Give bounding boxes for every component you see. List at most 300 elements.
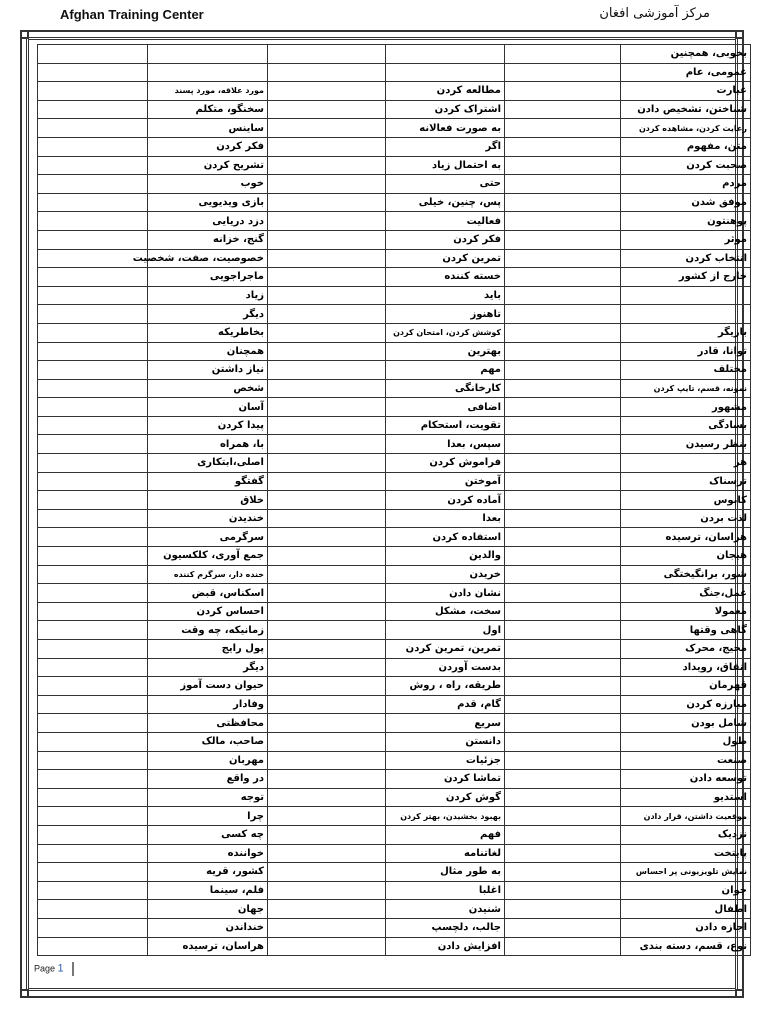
- table-cell: دیگر: [148, 305, 268, 324]
- table-cell: [268, 435, 386, 454]
- table-cell: [505, 156, 621, 175]
- table-cell: [268, 844, 386, 863]
- table-cell: بازی ویدیویی: [148, 193, 268, 212]
- table-cell: [268, 825, 386, 844]
- table-row: [38, 751, 751, 770]
- table-cell: [268, 342, 386, 361]
- table-cell: [38, 565, 148, 584]
- table-cell: قهرمان: [621, 677, 751, 696]
- table-cell: [505, 398, 621, 417]
- table-cell: بخوبی، همچنین: [621, 45, 751, 64]
- table-row: [38, 45, 751, 64]
- table-row: [38, 900, 751, 919]
- table-row: [38, 788, 751, 807]
- table-cell: توجه: [148, 788, 268, 807]
- table-cell: فهم: [386, 825, 505, 844]
- table-cell: [268, 491, 386, 510]
- table-cell: هیجان: [621, 547, 751, 566]
- table-cell: [386, 63, 505, 82]
- table-cell: نمایش تلویزیونی پر احساس: [621, 863, 751, 882]
- table-cell: [38, 640, 148, 659]
- table-cell: اضافی: [386, 398, 505, 417]
- table-cell: فراموش کردن: [386, 454, 505, 473]
- table-row: [38, 379, 751, 398]
- table-cell: [268, 230, 386, 249]
- table-cell: [505, 770, 621, 789]
- table-cell: بازیگر: [621, 323, 751, 342]
- table-cell: [505, 714, 621, 733]
- table-cell: بخاطریکه: [148, 323, 268, 342]
- table-cell: فکر کردن: [148, 137, 268, 156]
- table-cell: اول: [386, 621, 505, 640]
- table-cell: اتفاق، رویداد: [621, 658, 751, 677]
- table-row: [38, 584, 751, 603]
- table-cell: [505, 881, 621, 900]
- table-cell: [268, 398, 386, 417]
- table-row: [38, 416, 751, 435]
- table-cell: [268, 137, 386, 156]
- table-cell: بدست آوردن: [386, 658, 505, 677]
- table-cell: سرگرمی: [148, 528, 268, 547]
- table-cell: [38, 119, 148, 138]
- table-cell: [38, 677, 148, 696]
- table-cell: [268, 193, 386, 212]
- table-cell: لغاتنامه: [386, 844, 505, 863]
- table-cell: [38, 156, 148, 175]
- table-cell: طریقه، راه ، روش: [386, 677, 505, 696]
- table-cell: موفق شدن: [621, 193, 751, 212]
- table-cell: مشهور: [621, 398, 751, 417]
- table-cell: [38, 509, 148, 528]
- table-cell: [38, 863, 148, 882]
- table-cell: [505, 547, 621, 566]
- page-label: Page: [34, 963, 56, 974]
- table-row: [38, 881, 751, 900]
- table-cell: [268, 323, 386, 342]
- table-cell: [38, 379, 148, 398]
- table-cell: [148, 45, 268, 64]
- table-cell: شناختن، تشخیص دادن: [621, 100, 751, 119]
- table-row: [38, 175, 751, 194]
- table-cell: چرا: [148, 807, 268, 826]
- table-cell: افزایش دادن: [386, 937, 505, 956]
- table-cell: آماده کردن: [386, 491, 505, 510]
- table-cell: به احتمال زیاد: [386, 156, 505, 175]
- table-cell: خارج از کشور: [621, 268, 751, 287]
- table-row: [38, 677, 751, 696]
- border-corner: [735, 30, 744, 39]
- table-cell: هراسان، ترسیده: [148, 937, 268, 956]
- table-cell: [148, 63, 268, 82]
- table-row: [38, 472, 751, 491]
- table-cell: احساس کردن: [148, 602, 268, 621]
- table-cell: [268, 695, 386, 714]
- table-cell: کارخانگی: [386, 379, 505, 398]
- table-cell: [505, 435, 621, 454]
- table-row: [38, 621, 751, 640]
- table-cell: تمرین، تمرین کردن: [386, 640, 505, 659]
- table-row: [38, 714, 751, 733]
- table-cell: شامل بودن: [621, 714, 751, 733]
- table-cell: [268, 565, 386, 584]
- table-row: [38, 547, 751, 566]
- table-row: [38, 286, 751, 305]
- page-footer: [34, 962, 74, 976]
- table-cell: [268, 45, 386, 64]
- border-corner: [20, 30, 29, 39]
- table-cell: لذت بردن: [621, 509, 751, 528]
- table-row: [38, 435, 751, 454]
- table-cell: نوع، قسم، دسته بندی: [621, 937, 751, 956]
- table-cell: مبارزه کردن: [621, 695, 751, 714]
- table-cell: مهم: [386, 361, 505, 380]
- table-cell: بعدا: [386, 509, 505, 528]
- table-row: [38, 807, 751, 826]
- table-cell: [38, 435, 148, 454]
- table-cell: جالب، دلچسپ: [386, 918, 505, 937]
- table-cell: [505, 472, 621, 491]
- table-row: [38, 565, 751, 584]
- table-row: [38, 602, 751, 621]
- table-cell: سخت، مشکل: [386, 602, 505, 621]
- table-cell: گام، قدم: [386, 695, 505, 714]
- table-cell: [38, 286, 148, 305]
- table-row: [38, 361, 751, 380]
- table-cell: [38, 82, 148, 101]
- table-row: [38, 863, 751, 882]
- table-cell: [38, 732, 148, 751]
- table-cell: [268, 286, 386, 305]
- table-cell: ترسناک: [621, 472, 751, 491]
- table-cell: به صورت فعالانه: [386, 119, 505, 138]
- table-cell: سپس، بعدا: [386, 435, 505, 454]
- table-cell: گفتگو: [148, 472, 268, 491]
- table-cell: عمل،جنگ: [621, 584, 751, 603]
- table-cell: [268, 863, 386, 882]
- table-cell: تقویت، استحکام: [386, 416, 505, 435]
- table-cell: انتخاب کردن: [621, 249, 751, 268]
- table-row: [38, 658, 751, 677]
- table-cell: [505, 695, 621, 714]
- table-cell: بهبود بخشیدن، بهتر کردن: [386, 807, 505, 826]
- table-cell: [505, 788, 621, 807]
- header-right-title: مرکز آموزشی افغان: [599, 6, 710, 21]
- table-cell: [38, 491, 148, 510]
- table-cell: [505, 175, 621, 194]
- table-cell: [505, 677, 621, 696]
- table-row: [38, 825, 751, 844]
- table-cell: [505, 416, 621, 435]
- table-cell: جمع آوری، کلکسیون: [148, 547, 268, 566]
- table-cell: [505, 640, 621, 659]
- table-cell: توانا، قادر: [621, 342, 751, 361]
- table-cell: [268, 640, 386, 659]
- table-cell: فکر کردن: [386, 230, 505, 249]
- table-cell: خوب: [148, 175, 268, 194]
- table-cell: [38, 714, 148, 733]
- table-row: [38, 398, 751, 417]
- table-cell: اطفال: [621, 900, 751, 919]
- table-cell: نزدیک: [621, 825, 751, 844]
- table-cell: رعایت کردن، مشاهده کردن: [621, 119, 751, 138]
- table-cell: [268, 621, 386, 640]
- table-cell: استدیو: [621, 788, 751, 807]
- table-cell: [268, 937, 386, 956]
- table-cell: [505, 454, 621, 473]
- table-cell: [38, 900, 148, 919]
- table-cell: [505, 63, 621, 82]
- table-cell: [505, 565, 621, 584]
- table-cell: پیدا کردن: [148, 416, 268, 435]
- table-cell: [505, 528, 621, 547]
- table-cell: [38, 881, 148, 900]
- table-row: [38, 640, 751, 659]
- table-cell: وفادار: [148, 695, 268, 714]
- table-cell: [268, 881, 386, 900]
- table-cell: گاهی وقتها: [621, 621, 751, 640]
- table-cell: [505, 863, 621, 882]
- vocabulary-table: [37, 44, 751, 956]
- table-cell: [505, 658, 621, 677]
- table-cell: [38, 937, 148, 956]
- table-cell: [38, 472, 148, 491]
- table-cell: همچنان: [148, 342, 268, 361]
- table-row: [38, 323, 751, 342]
- table-cell: اگر: [386, 137, 505, 156]
- table-cell: شنیدن: [386, 900, 505, 919]
- table-cell: [268, 714, 386, 733]
- table-cell: در واقع: [148, 770, 268, 789]
- table-cell: [268, 361, 386, 380]
- table-row: [38, 454, 751, 473]
- table-cell: [505, 621, 621, 640]
- table-cell: [38, 825, 148, 844]
- table-row: [38, 230, 751, 249]
- table-cell: سخنگو، متکلم: [148, 100, 268, 119]
- table-cell: [268, 156, 386, 175]
- table-cell: [268, 509, 386, 528]
- table-cell: [505, 212, 621, 231]
- table-cell: [268, 547, 386, 566]
- table-cell: جهان: [148, 900, 268, 919]
- table-cell: [38, 528, 148, 547]
- table-cell: جوان: [621, 881, 751, 900]
- table-cell: [38, 361, 148, 380]
- table-cell: هراسان، ترسیده: [621, 528, 751, 547]
- table-cell: موثر: [621, 230, 751, 249]
- table-cell: گوش کردن: [386, 788, 505, 807]
- table-cell: زیاد: [148, 286, 268, 305]
- table-cell: [505, 100, 621, 119]
- table-cell: والدین: [386, 547, 505, 566]
- table-row: [38, 100, 751, 119]
- table-cell: [38, 602, 148, 621]
- table-cell: گنج، خزانه: [148, 230, 268, 249]
- page-number: 1: [57, 962, 64, 975]
- table-cell: [268, 770, 386, 789]
- vocabulary-table-body: [38, 45, 751, 956]
- table-cell: باید: [386, 286, 505, 305]
- table-cell: زمانیکه، چه وقت: [148, 621, 268, 640]
- table-row: [38, 249, 751, 268]
- table-cell: [38, 416, 148, 435]
- table-cell: به طور مثال: [386, 863, 505, 882]
- table-row: [38, 844, 751, 863]
- table-row: [38, 156, 751, 175]
- table-cell: [268, 900, 386, 919]
- footer-divider: [72, 962, 74, 976]
- table-cell: خلاق: [148, 491, 268, 510]
- table-cell: مردم: [621, 175, 751, 194]
- table-cell: تمرین کردن: [386, 249, 505, 268]
- header-left-title: Afghan Training Center: [60, 7, 204, 22]
- table-cell: [505, 323, 621, 342]
- table-cell: شخص: [148, 379, 268, 398]
- table-cell: [268, 602, 386, 621]
- table-cell: [38, 230, 148, 249]
- table-cell: جزئیات: [386, 751, 505, 770]
- table-cell: توسعه دادن: [621, 770, 751, 789]
- table-cell: ساینس: [148, 119, 268, 138]
- table-cell: آسان: [148, 398, 268, 417]
- table-cell: [38, 100, 148, 119]
- table-cell: [268, 268, 386, 287]
- table-cell: [505, 45, 621, 64]
- table-cell: [505, 193, 621, 212]
- table-cell: [268, 788, 386, 807]
- table-row: [38, 770, 751, 789]
- table-cell: [268, 472, 386, 491]
- table-cell: [38, 193, 148, 212]
- table-cell: [38, 137, 148, 156]
- table-cell: موقعیت داشتن، قرار دادن: [621, 807, 751, 826]
- table-row: [38, 137, 751, 156]
- table-cell: [505, 230, 621, 249]
- table-cell: نشان دادن: [386, 584, 505, 603]
- table-cell: بسادگی: [621, 416, 751, 435]
- table-cell: [505, 900, 621, 919]
- table-row: [38, 119, 751, 138]
- table-cell: [268, 528, 386, 547]
- table-cell: خریدن: [386, 565, 505, 584]
- table-row: [38, 918, 751, 937]
- table-cell: متن، مفهوم: [621, 137, 751, 156]
- table-cell: [38, 788, 148, 807]
- table-cell: [505, 732, 621, 751]
- table-cell: [268, 305, 386, 324]
- table-cell: [268, 249, 386, 268]
- table-cell: [268, 82, 386, 101]
- table-cell: طول: [621, 732, 751, 751]
- table-cell: با، همراه: [148, 435, 268, 454]
- table-cell: تاهنوز: [386, 305, 505, 324]
- table-cell: [268, 100, 386, 119]
- table-cell: بنظر رسیدن: [621, 435, 751, 454]
- table-cell: [505, 268, 621, 287]
- table-cell: [505, 825, 621, 844]
- table-cell: [268, 584, 386, 603]
- table-row: [38, 695, 751, 714]
- table-cell: عمومی، عام: [621, 63, 751, 82]
- table-cell: [505, 491, 621, 510]
- table-cell: پایتخت: [621, 844, 751, 863]
- table-row: [38, 509, 751, 528]
- table-cell: مهربان: [148, 751, 268, 770]
- table-cell: چه کسی: [148, 825, 268, 844]
- table-cell: [268, 658, 386, 677]
- table-cell: [38, 621, 148, 640]
- table-cell: خندیدن: [148, 509, 268, 528]
- table-row: [38, 342, 751, 361]
- table-cell: [268, 918, 386, 937]
- table-cell: عبارت: [621, 82, 751, 101]
- table-cell: استفاده کردن: [386, 528, 505, 547]
- table-row: [38, 937, 751, 956]
- table-cell: فعالیت: [386, 212, 505, 231]
- table-cell: [386, 45, 505, 64]
- table-cell: [38, 547, 148, 566]
- table-cell: [38, 844, 148, 863]
- table-cell: [268, 807, 386, 826]
- table-cell: [505, 937, 621, 956]
- table-cell: صحبت کردن: [621, 156, 751, 175]
- table-cell: [38, 770, 148, 789]
- table-row: [38, 305, 751, 324]
- table-cell: [268, 732, 386, 751]
- table-cell: [38, 807, 148, 826]
- table-cell: نیاز داشتن: [148, 361, 268, 380]
- table-cell: [38, 268, 148, 287]
- table-cell: [505, 844, 621, 863]
- table-cell: [268, 416, 386, 435]
- table-cell: [505, 918, 621, 937]
- table-cell: [38, 918, 148, 937]
- table-cell: تماشا کردن: [386, 770, 505, 789]
- table-row: [38, 491, 751, 510]
- table-row: [38, 212, 751, 231]
- border-corner: [20, 989, 29, 998]
- table-cell: [38, 584, 148, 603]
- table-cell: صاحب، مالک: [148, 732, 268, 751]
- table-row: [38, 268, 751, 287]
- table-cell: شور، برانگیختگی: [621, 565, 751, 584]
- table-cell: [505, 249, 621, 268]
- table-cell: [268, 677, 386, 696]
- table-cell: [505, 807, 621, 826]
- table-cell: دیگر: [148, 658, 268, 677]
- table-cell: حیوان دست آموز: [148, 677, 268, 696]
- table-cell: [38, 695, 148, 714]
- table-cell: [268, 454, 386, 473]
- table-cell: معمولا: [621, 602, 751, 621]
- table-cell: [38, 658, 148, 677]
- table-cell: [505, 602, 621, 621]
- table-cell: [268, 119, 386, 138]
- table-cell: سریع: [386, 714, 505, 733]
- table-cell: ماجراجویی: [148, 268, 268, 287]
- table-row: [38, 528, 751, 547]
- table-cell: خنده دار، سرگرم کننده: [148, 565, 268, 584]
- table-cell: مطالعه کردن: [386, 82, 505, 101]
- table-cell: [505, 82, 621, 101]
- table-cell: اصلی،ابتکاری: [148, 454, 268, 473]
- table-cell: پول رایج: [148, 640, 268, 659]
- table-cell: [505, 286, 621, 305]
- table-cell: [38, 751, 148, 770]
- table-cell: کشور، قریه: [148, 863, 268, 882]
- table-cell: [505, 137, 621, 156]
- table-cell: اسکناس، قبض: [148, 584, 268, 603]
